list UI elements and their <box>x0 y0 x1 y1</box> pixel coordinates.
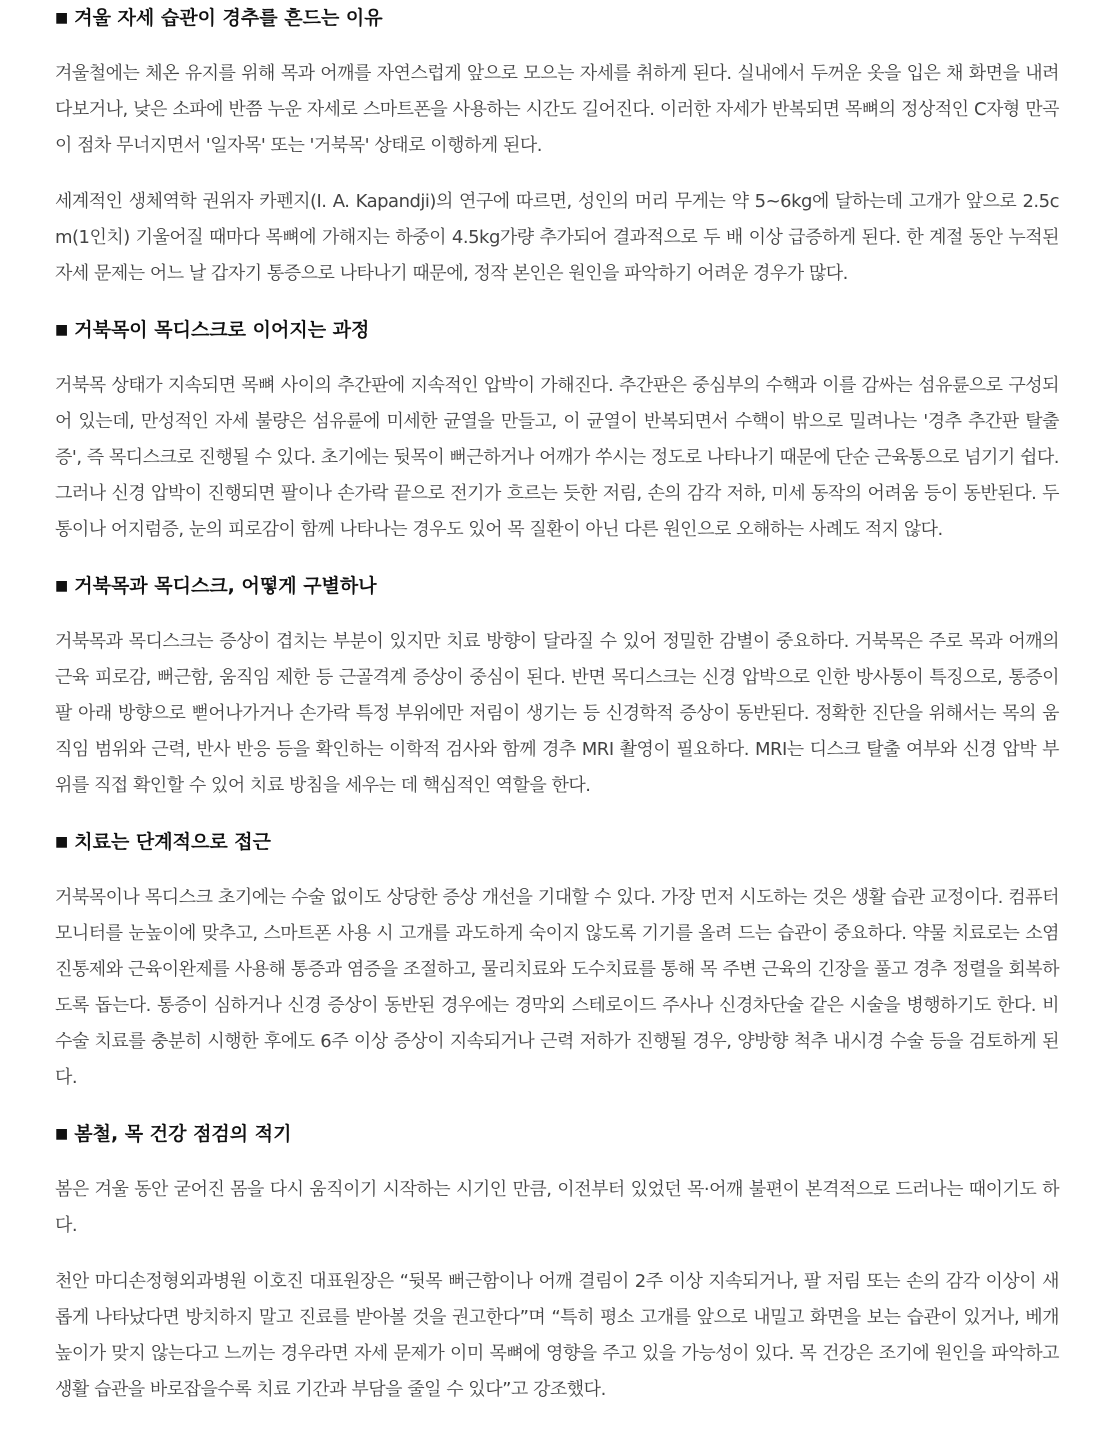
paragraph: 천안 마디손정형외과병원 이호진 대표원장은 “뒷목 뻐근함이나 어깨 결림이 2주 이상 지속되거나, 팔 저림 또는 손의 감각 이상이 새롭게 나타났다면 방치하지 말고 진료를 받아볼 것을 권고한다”며 “특히 평소 고개를 앞으로 내밀고 화면을 보는 습관이 있거나, 베개 높이가 맞지 않는다고 느끼는 경우라면 자세 문제가 이미 목뼈에 영향을 주고 있을 가능성이 있다. 목 건강은 조기에 원인을 파악하고 생활 습관을 바로잡을수록 치료 기간과 부담을 줄일 수 있다”고 강조했다. <box>55 1271 1059 1400</box>
paragraph: 세계적인 생체역학 권위자 카펜지(I. A. Kapandji)의 연구에 따르면, 성인의 머리 무게는 약 5~6kg에 달하는데 고개가 앞으로 2.5cm(1인치) 기울어질 때마다 목뼈에 가해지는 하중이 4.5kg가량 추가되어 결과적으로 두 배 이상 급증하게 된다. 한 계절 동안 누적된 자세 문제는 어느 날 갑자기 통증으로 나타나기 때문에, 정작 본인은 원인을 파악하기 어려운 경우가 많다. <box>55 191 1059 284</box>
section-heading-text: 겨울 자세 습관이 경추를 흔드는 이유 <box>74 7 383 29</box>
paragraph: 겨울철에는 체온 유지를 위해 목과 어깨를 자연스럽게 앞으로 모으는 자세를 취하게 된다. 실내에서 두꺼운 옷을 입은 채 화면을 내려다보거나, 낮은 소파에 반쯤 누운 자세로 스마트폰을 사용하는 시간도 길어진다. 이러한 자세가 반복되면 목뼈의 정상적인 C자형 만곡이 점차 무너지면서 '일자목' 또는 '거북목' 상태로 이행하게 된다. <box>55 63 1059 156</box>
section-heading-text: 거북목과 목디스크, 어떻게 구별하나 <box>74 575 377 597</box>
section-heading-2 <box>55 312 1059 348</box>
paragraph: 거북목과 목디스크는 증상이 겹치는 부분이 있지만 치료 방향이 달라질 수 있어 정밀한 감별이 중요하다. 거북목은 주로 목과 어깨의 근육 피로감, 뻐근함, 움직임 제한 등 근골격계 증상이 중심이 된다. 반면 목디스크는 신경 압박으로 인한 방사통이 특징으로, 통증이 팔 아래 방향으로 뻗어나가거나 손가락 특정 부위에만 저림이 생기는 등 신경학적 증상이 동반된다. 정확한 진단을 위해서는 목의 움직임 범위와 근력, 반사 반응 등을 확인하는 이학적 검사와 함께 경추 MRI 촬영이 필요하다. MRI는 디스크 탈출 여부와 신경 압박 부위를 직접 확인할 수 있어 치료 방침을 세우는 데 핵심적인 역할을 한다. <box>55 631 1059 796</box>
article-body <box>55 0 1059 1408</box>
section-heading-5 <box>55 1116 1059 1152</box>
section-heading-text: 거북목이 목디스크로 이어지는 과정 <box>74 319 370 341</box>
section-heading-3 <box>55 568 1059 604</box>
square-bullet-icon: ■ <box>55 578 69 594</box>
section-heading-text: 봄철, 목 건강 점검의 적기 <box>74 1123 292 1145</box>
square-bullet-icon: ■ <box>55 322 69 338</box>
section-heading-text: 치료는 단계적으로 접근 <box>74 831 272 853</box>
paragraph: 봄은 겨울 동안 굳어진 몸을 다시 움직이기 시작하는 시기인 만큼, 이전부터 있었던 목·어깨 불편이 본격적으로 드러나는 때이기도 하다. <box>55 1179 1059 1236</box>
square-bullet-icon: ■ <box>55 834 69 850</box>
paragraph: 거북목 상태가 지속되면 목뼈 사이의 추간판에 지속적인 압박이 가해진다. 추간판은 중심부의 수핵과 이를 감싸는 섬유륜으로 구성되어 있는데, 만성적인 자세 불량은 섬유륜에 미세한 균열을 만들고, 이 균열이 반복되면서 수핵이 밖으로 밀려나는 '경추 추간판 탈출증', 즉 목디스크로 진행될 수 있다. 초기에는 뒷목이 뻐근하거나 어깨가 쑤시는 정도로 나타나기 때문에 단순 근육통으로 넘기기 쉽다. 그러나 신경 압박이 진행되면 팔이나 손가락 끝으로 전기가 흐르는 듯한 저림, 손의 감각 저하, 미세 동작의 어려움 등이 동반된다. 두통이나 어지럼증, 눈의 피로감이 함께 나타나는 경우도 있어 목 질환이 아닌 다른 원인으로 오해하는 사례도 적지 않다. <box>55 375 1059 540</box>
section-heading-1 <box>55 0 1059 36</box>
section-heading-4 <box>55 824 1059 860</box>
square-bullet-icon: ■ <box>55 10 69 26</box>
square-bullet-icon: ■ <box>55 1126 69 1142</box>
paragraph: 거북목이나 목디스크 초기에는 수술 없이도 상당한 증상 개선을 기대할 수 있다. 가장 먼저 시도하는 것은 생활 습관 교정이다. 컴퓨터 모니터를 눈높이에 맞추고, 스마트폰 사용 시 고개를 과도하게 숙이지 않도록 기기를 올려 드는 습관이 중요하다. 약물 치료로는 소염진통제와 근육이완제를 사용해 통증과 염증을 조절하고, 물리치료와 도수치료를 통해 목 주변 근육의 긴장을 풀고 경추 정렬을 회복하도록 돕는다. 통증이 심하거나 신경 증상이 동반된 경우에는 경막외 스테로이드 주사나 신경차단술 같은 시술을 병행하기도 한다. 비수술 치료를 충분히 시행한 후에도 6주 이상 증상이 지속되거나 근력 저하가 진행될 경우, 양방향 척추 내시경 수술 등을 검토하게 된다. <box>55 887 1059 1088</box>
